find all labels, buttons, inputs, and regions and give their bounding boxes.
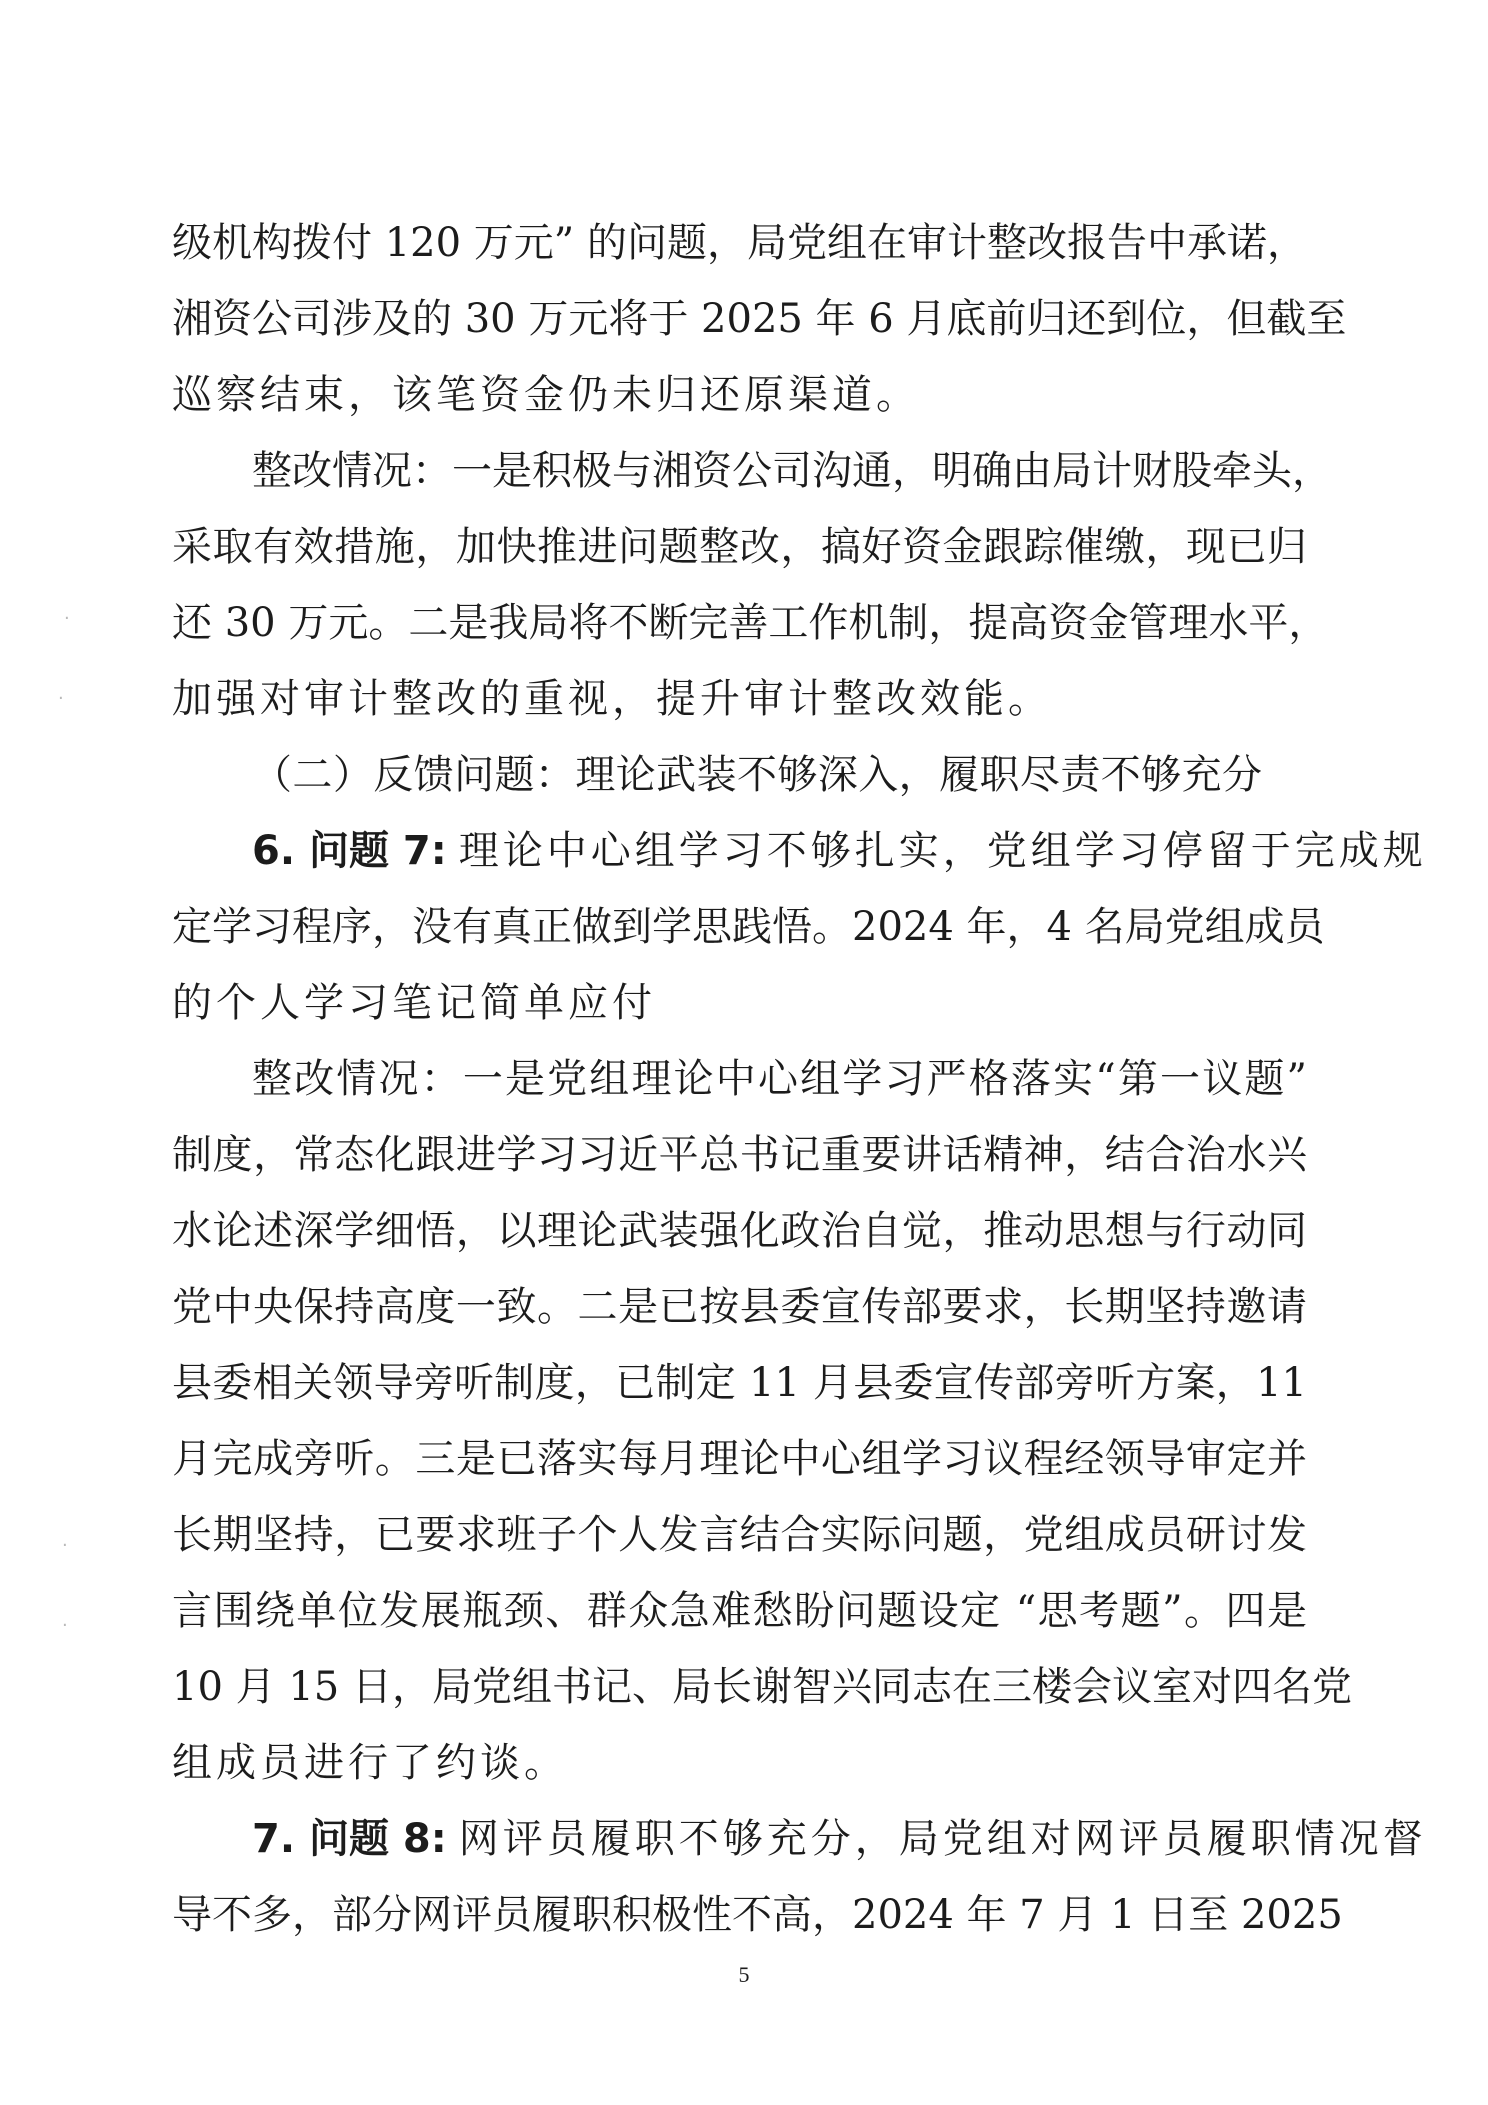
page-number: 5 (738, 1962, 750, 1987)
text-line: 湘资公司涉及的 30 万元将于 2025 年 6 月底前归还到位，但截至 (172, 296, 1347, 342)
text-line: 定学习程序，没有真正做到学思践悟。2024 年，4 名局党组成员 (172, 904, 1325, 950)
section-heading: （二）反馈问题：理论武装不够深入，履职尽责不够充分 (252, 752, 1262, 798)
text-line: 党中央保持高度一致。二是已按县委宣传部要求，长期坚持邀请 (172, 1284, 1307, 1330)
problem-8-line (252, 1801, 1427, 1877)
text-line: 整改情况：一是积极与湘资公司沟通，明确由局计财股牵头， (252, 448, 1332, 494)
text-line: 的个人学习笔记简单应付 (172, 980, 656, 1026)
problem-8-label: 7. 问题 8: (252, 1816, 447, 1862)
text-line: 级机构拨付 120 万元” 的问题，局党组在审计整改报告中承诺， (172, 220, 1307, 266)
scan-mark: · (62, 1615, 68, 1636)
text-line: 巡察结束，该笔资金仍未归还原渠道。 (172, 372, 920, 418)
text-line: 制度，常态化跟进学习习近平总书记重要讲话精神，结合治水兴 (172, 1132, 1307, 1178)
text-line: 整改情况：一是党组理论中心组学习严格落实“第一议题” (252, 1056, 1307, 1102)
scan-mark: · (58, 688, 64, 709)
problem-7-line (252, 813, 1427, 889)
text-line: 县委相关领导旁听制度，已制定 11 月县委宣传部旁听方案，11 (172, 1360, 1307, 1406)
text-line: 言围绕单位发展瓶颈、群众急难愁盼问题设定 “思考题”。四是 (172, 1588, 1307, 1634)
problem-7-label: 6. 问题 7: (252, 828, 447, 874)
text-line: 10 月 15 日，局党组书记、局长谢智兴同志在三楼会议室对四名党 (172, 1664, 1352, 1710)
scan-mark: · (62, 1535, 68, 1556)
text-line: 理论中心组学习不够扎实，党组学习停留于完成规 (458, 828, 1427, 874)
text-line: 长期坚持，已要求班子个人发言结合实际问题，党组成员研讨发 (172, 1512, 1307, 1558)
text-line: 组成员进行了约谈。 (172, 1740, 568, 1786)
text-line: 月完成旁听。三是已落实每月理论中心组学习议程经领导审定并 (172, 1436, 1307, 1482)
text-line: 采取有效措施，加快推进问题整改，搞好资金跟踪催缴，现已归 (172, 524, 1307, 570)
scan-mark: · (64, 608, 70, 629)
text-line: 还 30 万元。二是我局将不断完善工作机制，提高资金管理水平， (172, 600, 1329, 646)
text-line: 网评员履职不够充分，局党组对网评员履职情况督 (458, 1816, 1427, 1862)
text-line: 水论述深学细悟，以理论武装强化政治自觉，推动思想与行动同 (172, 1208, 1307, 1254)
text-line: 导不多，部分网评员履职积极性不高，2024 年 7 月 1 日至 2025 (172, 1892, 1343, 1938)
text-line: 加强对审计整改的重视，提升审计整改效能。 (172, 676, 1052, 722)
